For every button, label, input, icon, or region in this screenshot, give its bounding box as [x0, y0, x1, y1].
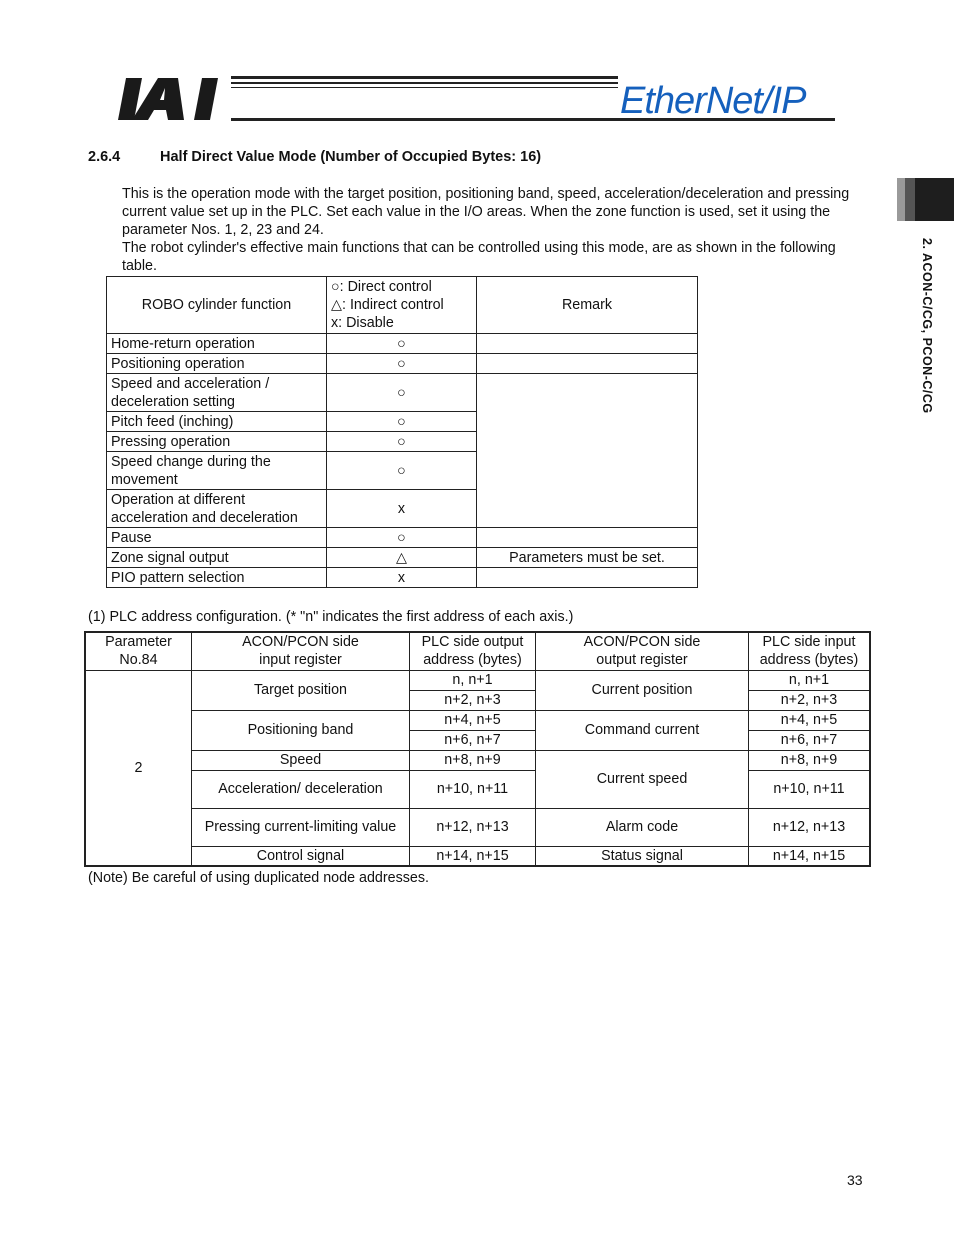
output-address-cell: n+2, n+3	[410, 690, 536, 710]
chapter-tab-marker	[897, 178, 954, 221]
table-row	[85, 750, 870, 770]
legend-disable: x: Disable	[331, 315, 394, 331]
output-address-cell: n+6, n+7	[410, 730, 536, 750]
mark-cell: ○	[327, 334, 477, 354]
mark-cell: x	[327, 568, 477, 588]
header-text: PLC side input	[762, 634, 856, 651]
table-header-row	[85, 632, 870, 670]
mark-cell: △	[327, 548, 477, 568]
table-row	[107, 354, 698, 374]
header-text: address (bytes)	[423, 652, 522, 669]
input-address-cell: n+6, n+7	[749, 730, 871, 750]
header-text: output register	[596, 652, 688, 669]
header-function: ROBO cylinder function	[107, 277, 327, 334]
function-table	[106, 276, 698, 588]
output-register-cell: Command current	[536, 710, 749, 750]
mark-cell: ○	[327, 354, 477, 374]
output-address-cell: n+14, n+15	[410, 846, 536, 866]
header-plc-output-address	[410, 632, 536, 670]
input-register-cell: Control signal	[192, 846, 410, 866]
table-row	[85, 846, 870, 866]
table-header-row	[107, 277, 698, 334]
input-address-cell: n+12, n+13	[749, 808, 871, 846]
input-address-cell: n+14, n+15	[749, 846, 871, 866]
header-input-register	[192, 632, 410, 670]
mark-cell: ○	[327, 374, 477, 412]
mark-cell: ○	[327, 432, 477, 452]
header-text: ACON/PCON side	[242, 634, 359, 651]
function-cell: Pause	[107, 528, 327, 548]
input-register-cell: Positioning band	[192, 710, 410, 750]
input-address-cell: n+4, n+5	[749, 710, 871, 730]
output-register-cell: Current speed	[536, 750, 749, 808]
remark-cell: Parameters must be set.	[477, 548, 698, 568]
output-register-cell: Current position	[536, 670, 749, 710]
header-text: No.84	[119, 652, 158, 669]
remark-cell	[477, 354, 698, 374]
remark-cell-merged	[477, 374, 698, 528]
header-parameter	[85, 632, 192, 670]
header-output-register	[536, 632, 749, 670]
remark-cell	[477, 528, 698, 548]
output-register-cell: Alarm code	[536, 808, 749, 846]
mark-cell: ○	[327, 452, 477, 490]
input-register-cell: Speed	[192, 750, 410, 770]
function-cell: Zone signal output	[107, 548, 327, 568]
function-cell: Operation at different acceleration and deceleration	[107, 490, 327, 528]
output-register-cell: Status signal	[536, 846, 749, 866]
table-row	[85, 770, 870, 808]
parameter-value: 2	[85, 670, 192, 866]
table-row	[85, 670, 870, 690]
intro-paragraph-2: The robot cylinder's effective main functions that can be controlled using this mode, are as shown in the following table.	[122, 240, 836, 274]
table-row	[107, 568, 698, 588]
remark-cell	[477, 334, 698, 354]
section-title: Half Direct Value Mode (Number of Occupied Bytes: 16)	[160, 149, 542, 165]
input-register-cell: Target position	[192, 670, 410, 710]
output-address-cell: n+10, n+11	[410, 770, 536, 808]
table-row	[85, 808, 870, 846]
plc-address-caption: (1) PLC address configuration. (* "n" indicates the first address of each axis.)	[88, 609, 574, 625]
input-address-cell: n+8, n+9	[749, 750, 871, 770]
function-cell: Pressing operation	[107, 432, 327, 452]
input-address-cell: n+10, n+11	[749, 770, 871, 808]
input-address-cell: n+2, n+3	[749, 690, 871, 710]
function-cell: PIO pattern selection	[107, 568, 327, 588]
section-number: 2.6.4	[88, 149, 121, 165]
header-remark: Remark	[477, 277, 698, 334]
output-address-cell: n+8, n+9	[410, 750, 536, 770]
iai-logo-graphic	[118, 78, 230, 120]
input-address-cell: n, n+1	[749, 670, 871, 690]
table-row	[107, 334, 698, 354]
function-cell: Pitch feed (inching)	[107, 412, 327, 432]
header-text: input register	[259, 652, 342, 669]
table-row	[107, 528, 698, 548]
intro-text	[122, 185, 862, 275]
page-number: 33	[847, 1172, 863, 1188]
legend-indirect: △: Indirect control	[331, 297, 444, 313]
function-cell: Speed change during the movement	[107, 452, 327, 490]
header-plc-input-address	[749, 632, 871, 670]
header-legend	[327, 277, 477, 334]
iai-logo	[118, 78, 230, 125]
mark-cell: ○	[327, 412, 477, 432]
function-cell: Home-return operation	[107, 334, 327, 354]
header-text: PLC side output	[421, 634, 524, 651]
remark-cell	[477, 568, 698, 588]
output-address-cell: n+4, n+5	[410, 710, 536, 730]
header-rule-upper	[231, 76, 618, 88]
address-note: (Note) Be careful of using duplicated node addresses.	[88, 870, 429, 886]
plc-address-table	[84, 631, 871, 867]
table-row	[107, 548, 698, 568]
mark-cell: x	[327, 490, 477, 528]
ethernet-ip-logo: EtherNet/IP	[620, 80, 806, 122]
legend-direct: ○: Direct control	[331, 279, 432, 295]
table-row	[107, 374, 698, 412]
input-register-cell: Pressing current-limiting value	[192, 808, 410, 846]
output-address-cell: n, n+1	[410, 670, 536, 690]
output-address-cell: n+12, n+13	[410, 808, 536, 846]
intro-paragraph-1: This is the operation mode with the target position, positioning band, speed, acceleration/deceleration and pressing current value set up in the PLC. Set each value in the I/O areas. When the zone function is used, set it using the parameter Nos. 1, 2, 23 and 24.	[122, 186, 850, 238]
chapter-side-label: 2. ACON-C/CG, PCON-C/CG	[920, 238, 934, 414]
table-row	[85, 710, 870, 730]
input-register-cell: Acceleration/ deceleration	[192, 770, 410, 808]
function-cell: Speed and acceleration / deceleration setting	[107, 374, 327, 412]
mark-cell: ○	[327, 528, 477, 548]
header-text: ACON/PCON side	[583, 634, 701, 651]
header-text: address (bytes)	[759, 652, 859, 669]
header-text: Parameter	[105, 634, 172, 651]
function-cell: Positioning operation	[107, 354, 327, 374]
